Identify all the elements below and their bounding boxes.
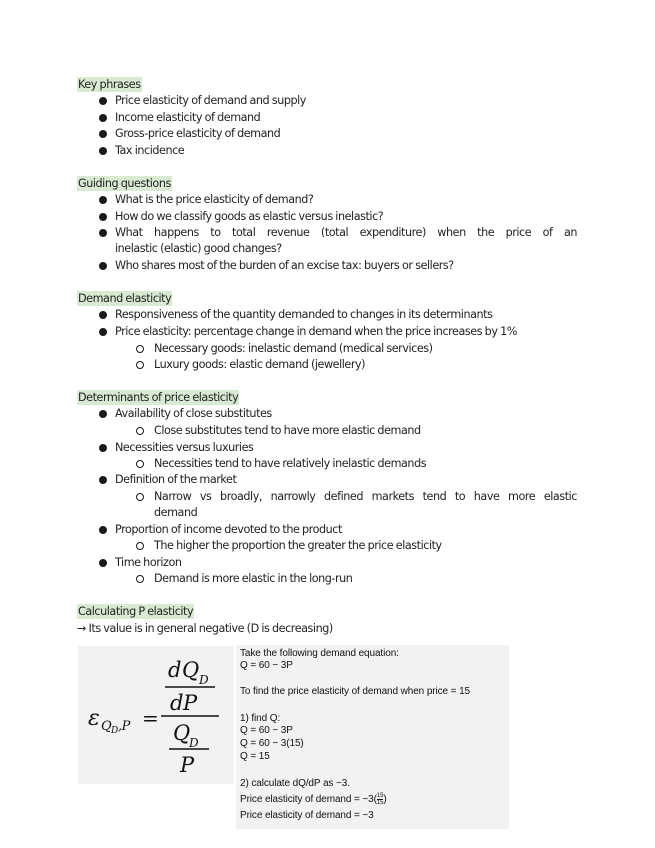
example-line: 2) calculate dQ/dP as −3. — [240, 778, 350, 789]
list-item: What happens to total revenue (total expenditure) when the price of an — [115, 226, 577, 239]
list-item: Gross-price elasticity of demand — [115, 127, 281, 140]
heading-guiding-questions: Guiding questions — [78, 177, 171, 190]
formula-epsilon: ε — [88, 706, 100, 731]
formula-sub-d: D — [111, 726, 118, 736]
list-item: Availability of close substitutes — [115, 407, 272, 420]
example-line: Q = 60 − 3P — [240, 725, 293, 736]
example-line: 1) find Q: — [240, 713, 281, 724]
example-fraction-num: 15 — [376, 793, 384, 799]
formula-sub-q: Q — [101, 719, 112, 734]
formula-num-q: Q — [182, 658, 199, 682]
example-text: ) — [383, 794, 387, 806]
heading-calculating: Calculating P elasticity — [78, 605, 194, 618]
formula-num-d: d — [168, 658, 181, 682]
elasticity-formula — [78, 646, 234, 784]
example-line: Q = 60 − 3P — [240, 660, 293, 671]
sub-list-item: Necessary goods: inelastic demand (medical services) — [154, 342, 433, 355]
list-item: Proportion of income devoted to the product — [115, 523, 342, 536]
sub-list-item: Narrow vs broadly, narrowly defined markets tend to have more elastic — [154, 490, 577, 503]
example-text: Price elasticity of demand = −3( — [240, 794, 377, 806]
example-line: Price elasticity of demand = −3 — [240, 810, 374, 821]
list-item: Who shares most of the burden of an excise tax: buyers or sellers? — [115, 259, 454, 272]
worked-example — [236, 645, 509, 829]
heading-key-phrases: Key phrases — [78, 78, 141, 91]
list-item: Responsiveness of the quantity demanded to changes in its determinants — [115, 308, 493, 321]
note-line: → Its value is in general negative (D is decreasing) — [77, 622, 333, 635]
heading-demand-elasticity: Demand elasticity — [78, 292, 172, 305]
example-line: To find the price elasticity of demand when price = 15 — [240, 686, 471, 697]
list-item: Necessities versus luxuries — [115, 441, 254, 454]
sub-list-item: Luxury goods: elastic demand (jewellery) — [154, 358, 366, 371]
example-fraction-den: 15 — [376, 800, 384, 806]
sub-list-item: Close substitutes tend to have more elastic demand — [154, 424, 421, 437]
sub-list-item: Necessities tend to have relatively inelastic demands — [154, 457, 427, 470]
list-item: Definition of the market — [115, 473, 237, 486]
example-line: Q = 60 − 3(15) — [240, 738, 304, 749]
formula-sub-p: ,P — [118, 719, 130, 734]
formula-den-dp: dP — [170, 691, 197, 715]
list-item: Time horizon — [115, 556, 182, 569]
list-item-continuation: inelastic (elastic) good changes? — [115, 242, 282, 255]
formula-q-sub: D — [189, 736, 199, 750]
heading-determinants: Determinants of price elasticity — [78, 391, 239, 404]
list-item: How do we classify goods as elastic versus inelastic? — [115, 210, 384, 223]
formula-equals: = — [142, 706, 159, 730]
list-item: What is the price elasticity of demand? — [115, 193, 314, 206]
example-line: Take the following demand equation: — [240, 648, 399, 659]
sub-list-item: Demand is more elastic in the long-run — [154, 572, 353, 585]
example-line: Q = 15 — [240, 751, 270, 762]
list-item: Price elasticity of demand and supply — [115, 94, 306, 107]
list-item: Income elasticity of demand — [115, 111, 261, 124]
list-item: Tax incidence — [115, 144, 185, 157]
formula-q: Q — [173, 721, 190, 745]
sub-list-item: The higher the proportion the greater the price elasticity — [154, 539, 442, 552]
list-item: Price elasticity: percentage change in demand when the price increases by 1% — [115, 325, 517, 338]
formula-figure — [78, 646, 234, 784]
example-line — [240, 793, 387, 806]
sub-list-item-continuation: demand — [154, 506, 198, 519]
formula-num-sub: D — [199, 673, 209, 687]
formula-p: P — [180, 753, 194, 777]
